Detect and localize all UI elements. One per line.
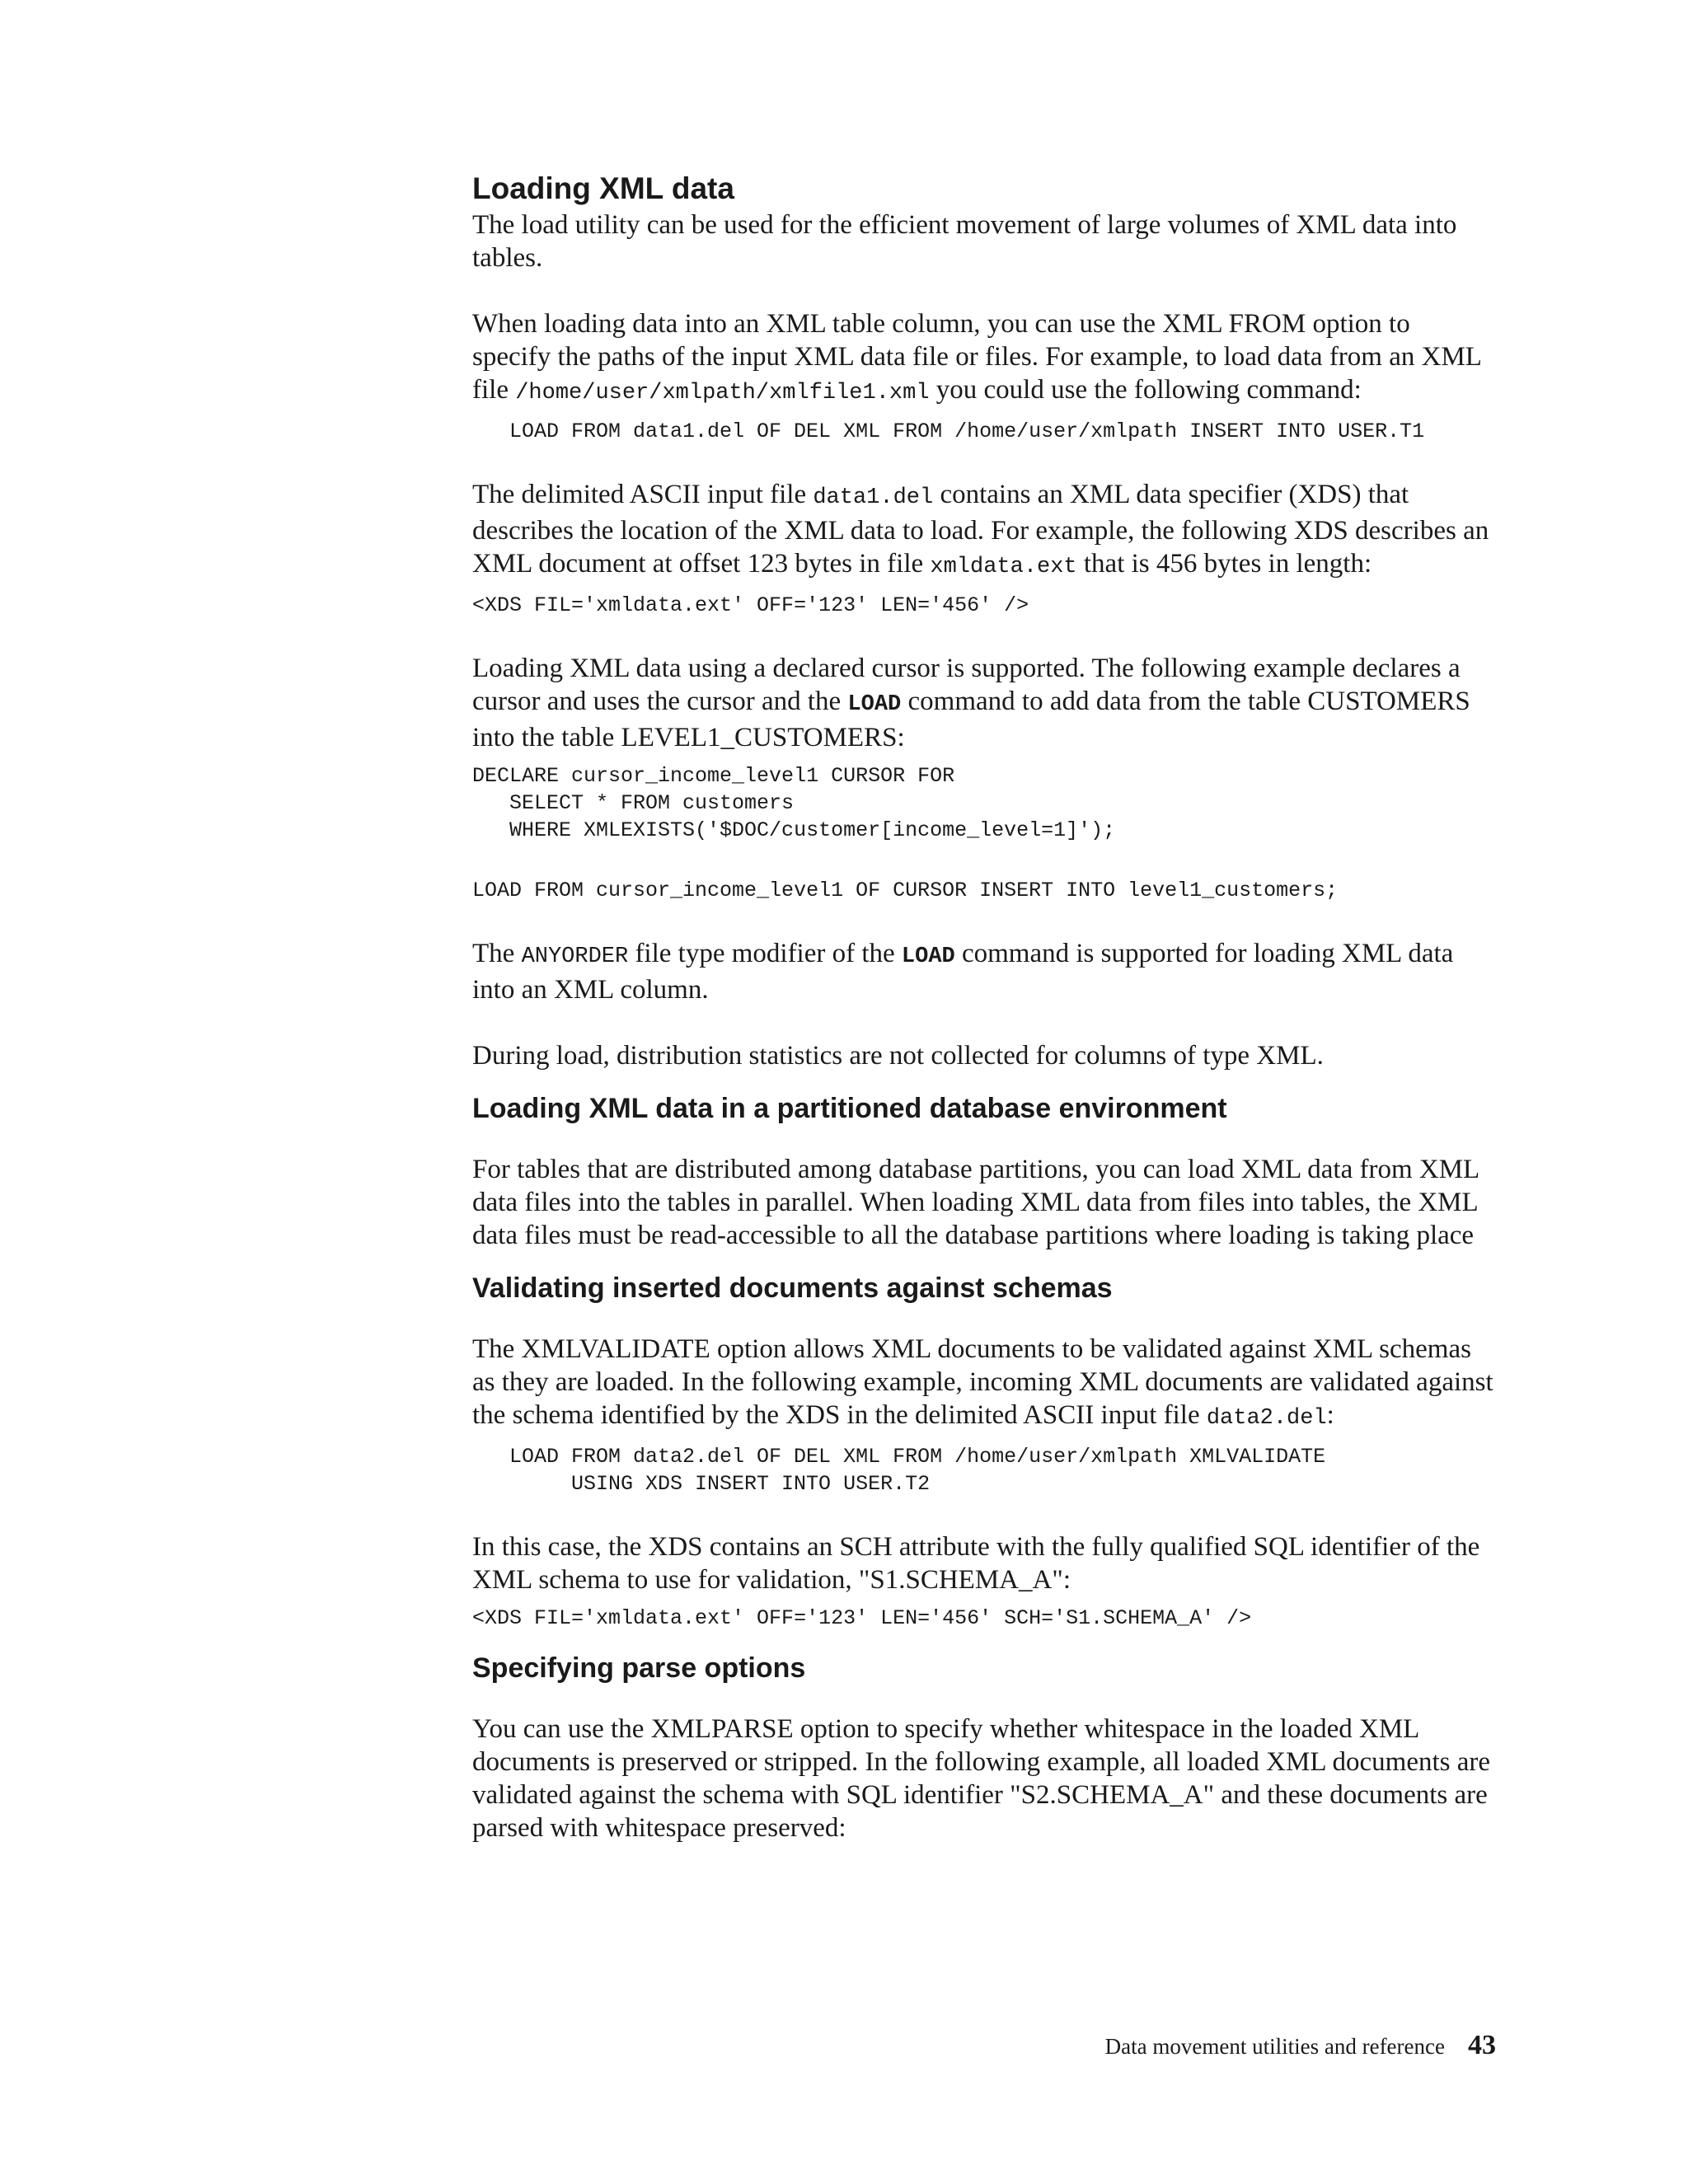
xml-from-paragraph: [472, 307, 1494, 410]
page-content: [472, 169, 1494, 1844]
partitioned-paragraph: For tables that are distributed among database partitions, you can load XML data from XML data files into the tables in parallel. When loading XML data from files into tables, the XML data files must be read-accessible to all the database partitions where loading is taking place: [472, 1155, 1479, 1250]
text-run: When loading data into an XML table column, you can use the XML FROM option to specify the paths of the input XML data file or files. For example, to load data from an XML file: [472, 309, 1481, 405]
section-title: Loading XML data: [472, 171, 734, 205]
code-xds-example-2: <XDS FIL='xmldata.ext' OFF='123' LEN='456' SCH='S1.SCHEMA_A' />: [472, 1606, 1252, 1630]
statistics-paragraph: During load, distribution statistics are not collected for columns of type XML.: [472, 1041, 1324, 1071]
text-run: you could use the following command:: [929, 375, 1362, 405]
text-run: contains an XML data specifier (XDS) that describes the location of the XML data to load. For example, the following XDS describes an XML document at offset 123 bytes in file: [472, 480, 1489, 579]
inline-command: LOAD: [847, 692, 902, 717]
xds-paragraph: [472, 478, 1494, 583]
code-load-cursor: LOAD FROM cursor_income_level1 OF CURSOR INSERT INTO level1_customers;: [472, 879, 1339, 902]
text-run: file type modifier of the: [628, 939, 902, 968]
inline-command: LOAD: [901, 944, 955, 969]
heading-partitioned: Loading XML data in a partitioned database environment: [472, 1093, 1227, 1124]
intro-paragraph: The load utility can be used for the efficient movement of large volumes of XML data into tables.: [472, 210, 1457, 273]
code-xds-example-1: <XDS FIL='xmldata.ext' OFF='123' LEN='456' />: [472, 593, 1029, 617]
code-load-example-1: LOAD FROM data1.del OF DEL XML FROM /home/user/xmlpath INSERT INTO USER.T1: [509, 419, 1425, 443]
anyorder-paragraph: [472, 937, 1494, 1006]
parse-paragraph: You can use the XMLPARSE option to specify whether whitespace in the loaded XML documents is preserved or stripped. In the following example, all loaded XML documents are validated against the schema with SQL identifier "S2.SCHEMA_A" and these documents are parsed with whitespace preserved:: [472, 1714, 1491, 1843]
heading-validating: Validating inserted documents against schemas: [472, 1272, 1113, 1304]
footer-text: Data movement utilities and reference: [1104, 2034, 1445, 2059]
inline-code-file: data1.del: [813, 485, 934, 510]
text-run: :: [1326, 1400, 1334, 1430]
code-load-example-2: LOAD FROM data2.del OF DEL XML FROM /home/user/xmlpath XMLVALIDATE USING XDS INSERT INTO USER.T2: [509, 1445, 1326, 1496]
text-run: The XMLVALIDATE option allows XML documents to be validated against XML schemas as they are loaded. In the following example, incoming XML documents are validated against the schema identified by the XDS in the delimited ASCII input file: [472, 1334, 1493, 1430]
heading-parse: Specifying parse options: [472, 1652, 806, 1684]
text-run: The: [472, 939, 522, 968]
page-number: 43: [1468, 2030, 1496, 2060]
cursor-paragraph: [472, 652, 1494, 754]
inline-code-file: xmldata.ext: [930, 555, 1077, 579]
text-run: command is supported for loading XML data into an XML column.: [472, 939, 1454, 1005]
validate-paragraph: [472, 1333, 1494, 1435]
sch-paragraph: In this case, the XDS contains an SCH attribute with the fully qualified SQL identifier of the XML schema to use for validation, "S1.SCHEMA_A":: [472, 1532, 1480, 1595]
text-run: The delimited ASCII input file: [472, 480, 814, 509]
inline-code-path: /home/user/xmlpath/xmlfile1.xml: [515, 381, 930, 405]
text-run: that is 456 bytes in length:: [1076, 549, 1372, 579]
text-run: command to add data from the table CUSTOMERS into the table LEVEL1_CUSTOMERS:: [472, 687, 1470, 752]
code-declare-cursor: DECLARE cursor_income_level1 CURSOR FOR SELECT * FROM customers WHERE XMLEXISTS('$DOC/customer[income_level=1]');: [472, 764, 1116, 842]
inline-modifier: ANYORDER: [521, 944, 629, 969]
page-footer: [1105, 2029, 1496, 2063]
inline-code-file: data2.del: [1206, 1406, 1327, 1431]
text-run: Loading XML data using a declared cursor is supported. The following example declares a cursor and uses the cursor and the: [472, 654, 1461, 716]
